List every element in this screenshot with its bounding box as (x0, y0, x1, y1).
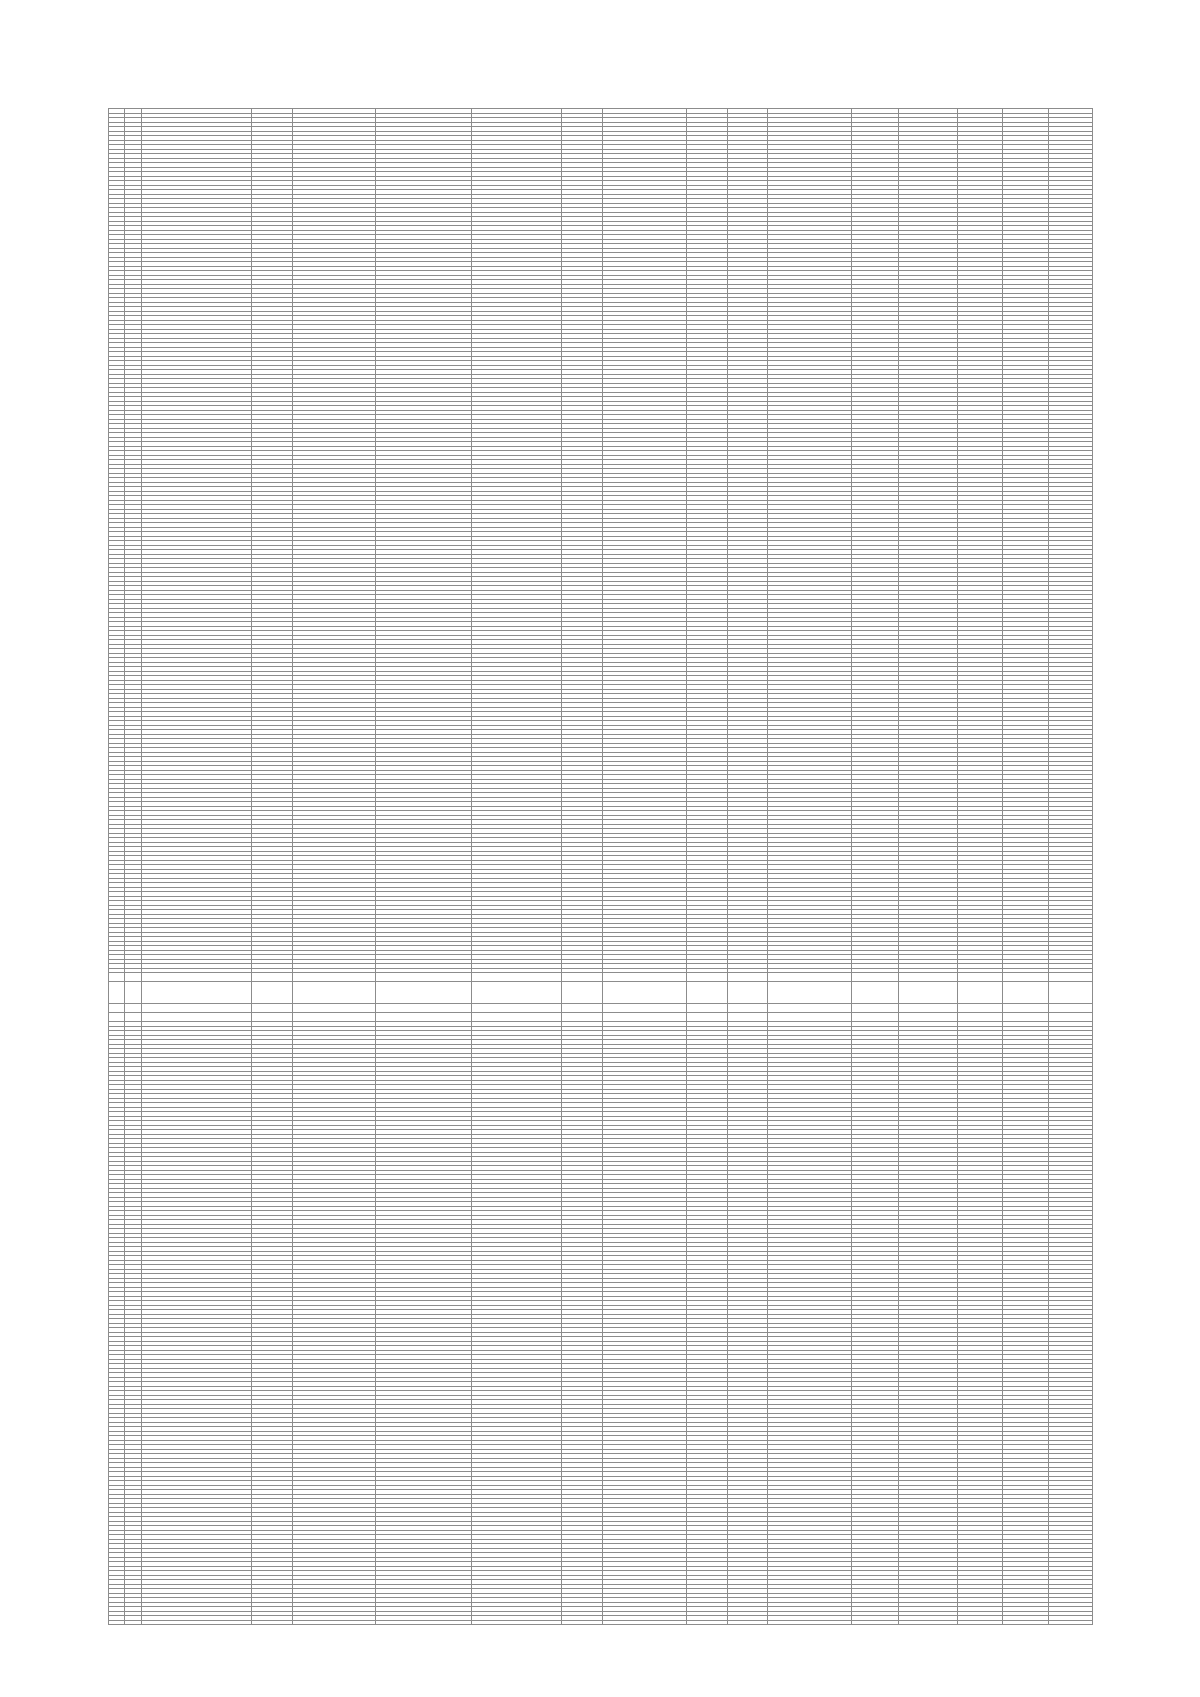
table-cell (1003, 982, 1049, 1004)
table-cell (1003, 1013, 1049, 1022)
table-cell (109, 982, 125, 1004)
table-cell (958, 973, 1003, 982)
table-cell (251, 973, 292, 982)
table-row (109, 973, 1093, 982)
table-cell (727, 973, 768, 982)
settlements-table (108, 108, 1093, 1625)
table-cell (686, 982, 727, 1004)
table-cell (109, 1013, 125, 1022)
table-cell (141, 973, 251, 982)
table-cell (1003, 1004, 1049, 1013)
table-cell (562, 1004, 603, 1013)
table-cell (251, 982, 292, 1004)
table-cell (251, 1004, 292, 1013)
table-cell (898, 973, 957, 982)
table-cell (852, 1013, 899, 1022)
table-cell (141, 1004, 251, 1013)
table-cell (292, 973, 376, 982)
table-cell (376, 982, 472, 1004)
table-cell (125, 1013, 141, 1022)
table-cell (472, 1004, 562, 1013)
table-cell (958, 1013, 1003, 1022)
table-cell (602, 982, 686, 1004)
table-cell (852, 1004, 899, 1013)
district-number (125, 982, 141, 1004)
table-cell (472, 1013, 562, 1022)
table-cell (292, 1013, 376, 1022)
table-cell (376, 1013, 472, 1022)
table-cell (472, 973, 562, 982)
table-cell (686, 973, 727, 982)
table-cell (1049, 1013, 1093, 1022)
table-cell (472, 982, 562, 1004)
table-cell (727, 1004, 768, 1013)
table-body (109, 109, 1093, 1625)
table-cell (602, 1013, 686, 1022)
table-cell (686, 1004, 727, 1013)
table-cell (141, 1013, 251, 1022)
table-cell (251, 1013, 292, 1022)
table-cell (125, 973, 141, 982)
table-cell (1049, 973, 1093, 982)
table-cell (562, 982, 603, 1004)
table-cell (292, 1004, 376, 1013)
table-cell (109, 973, 125, 982)
district-name (141, 982, 251, 1004)
table-cell (768, 982, 852, 1004)
table-cell (727, 982, 768, 1004)
table-cell (852, 973, 899, 982)
table-row (109, 1013, 1093, 1022)
table-cell (109, 1004, 125, 1013)
table-cell (686, 1013, 727, 1022)
table-cell (958, 1004, 1003, 1013)
table-cell (602, 973, 686, 982)
table-cell (292, 982, 376, 1004)
table-cell (376, 973, 472, 982)
table-cell (768, 973, 852, 982)
table-cell (1049, 982, 1093, 1004)
table-cell (898, 982, 957, 1004)
table-cell (1003, 973, 1049, 982)
table-cell (727, 1013, 768, 1022)
table-cell (852, 982, 899, 1004)
table-row (109, 1004, 1093, 1013)
table-cell (376, 1004, 472, 1013)
district-title-row (109, 982, 1093, 1004)
table-cell (958, 982, 1003, 1004)
table-cell (898, 1013, 957, 1022)
table-cell (1049, 1004, 1093, 1013)
table-cell (768, 1004, 852, 1013)
table-cell (562, 973, 603, 982)
table-cell (768, 1013, 852, 1022)
table-cell (602, 1004, 686, 1013)
table-cell (898, 1004, 957, 1013)
table-cell (562, 1013, 603, 1022)
table-cell (125, 1004, 141, 1013)
